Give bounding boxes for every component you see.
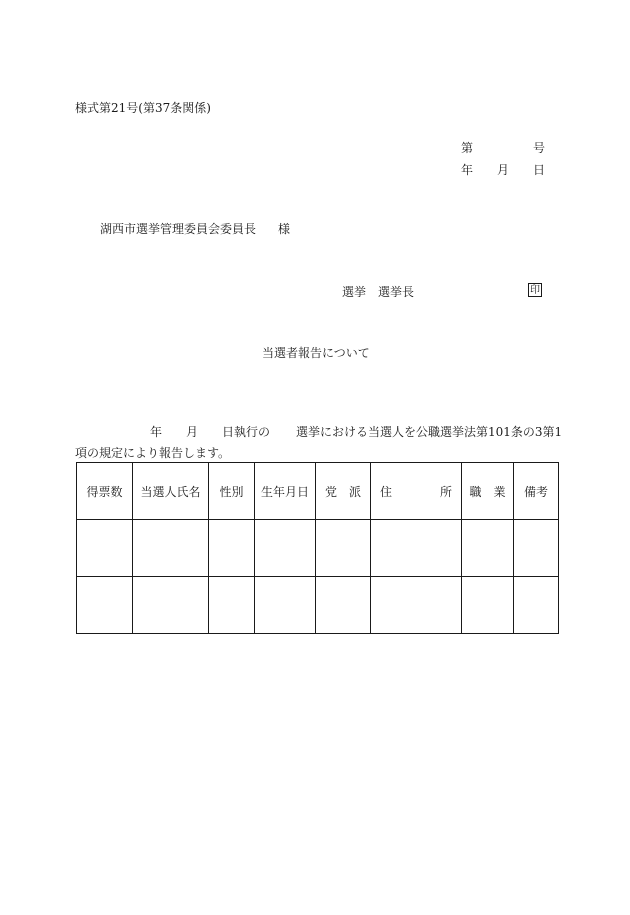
table-row xyxy=(77,520,559,577)
sender-title: 選挙長 xyxy=(378,285,415,299)
table-cell[interactable] xyxy=(371,520,462,577)
body-text-line2: 項の規定により報告します。 xyxy=(75,446,231,460)
table-cell[interactable] xyxy=(77,577,133,634)
header-gender: 性別 xyxy=(209,463,255,520)
table-cell[interactable] xyxy=(255,577,316,634)
header-occupation: 職 業 xyxy=(462,463,514,520)
table-cell[interactable] xyxy=(316,520,371,577)
table-cell[interactable] xyxy=(316,577,371,634)
date-month: 月 xyxy=(497,163,510,177)
seal-mark: 印 xyxy=(530,285,540,296)
addressee-name: 湖西市選挙管理委員会委員長 xyxy=(100,222,257,236)
body-year: 年 xyxy=(150,425,163,439)
table-cell[interactable] xyxy=(133,520,209,577)
header-winner-name: 当選人氏名 xyxy=(133,463,209,520)
report-table xyxy=(76,462,559,634)
body-text-line1: 選挙における当選人を公職選挙法第101条の3第1 xyxy=(296,425,563,439)
table-cell[interactable] xyxy=(514,577,559,634)
table-cell[interactable] xyxy=(133,577,209,634)
table-cell[interactable] xyxy=(209,520,255,577)
body-month: 月 xyxy=(186,425,199,439)
document-number-label: 第 xyxy=(461,141,474,155)
table-cell[interactable] xyxy=(255,520,316,577)
table-cell[interactable] xyxy=(209,577,255,634)
header-address: 住 所 xyxy=(371,463,462,520)
document-title: 当選者報告について xyxy=(262,346,370,360)
date-year: 年 xyxy=(461,163,474,177)
header-remarks: 備考 xyxy=(514,463,559,520)
table-cell[interactable] xyxy=(514,520,559,577)
document-number-suffix: 号 xyxy=(533,141,546,155)
addressee-honorific: 様 xyxy=(278,222,291,236)
sender-election: 選挙 xyxy=(342,285,367,299)
form-number: 様式第21号(第37条関係) xyxy=(75,101,211,115)
table-cell[interactable] xyxy=(462,577,514,634)
date-day: 日 xyxy=(533,163,546,177)
table-cell[interactable] xyxy=(77,520,133,577)
header-votes: 得票数 xyxy=(77,463,133,520)
table-header-row xyxy=(77,463,559,520)
table-cell[interactable] xyxy=(371,577,462,634)
header-birthdate: 生年月日 xyxy=(255,463,316,520)
body-day-executed: 日執行の xyxy=(222,425,271,439)
table-row xyxy=(77,577,559,634)
header-party: 党 派 xyxy=(316,463,371,520)
table-cell[interactable] xyxy=(462,520,514,577)
